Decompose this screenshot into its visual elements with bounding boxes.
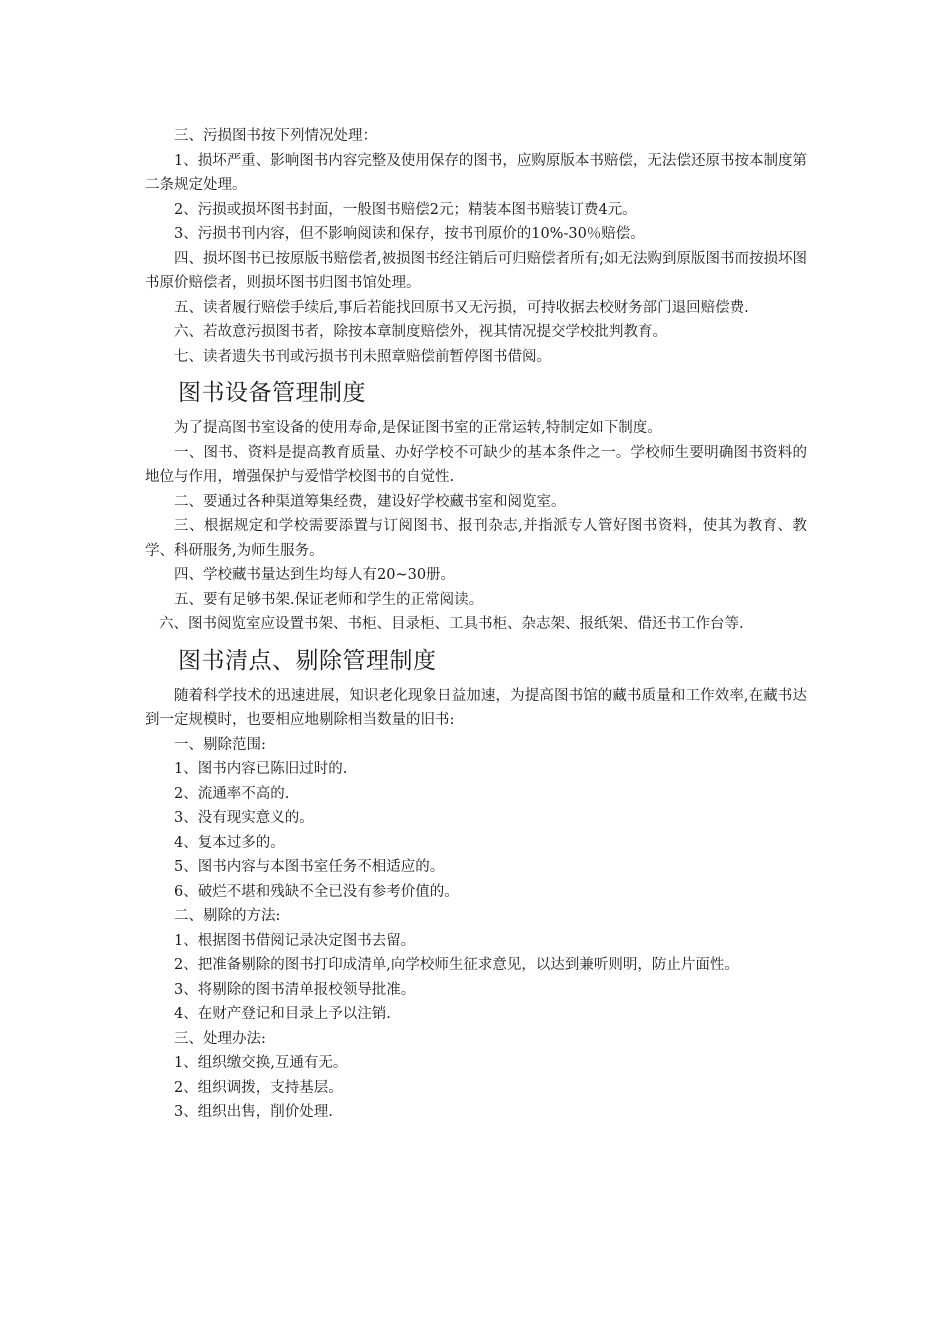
paragraph: 一、剔除范围: (174, 736, 266, 753)
paragraph: 2、组织调拨，支持基层。 (174, 1079, 343, 1096)
paragraph: 六、若故意污损图书者，除按本章制度赔偿外，视其情况提交学校批判教育。 (174, 324, 667, 340)
section-heading: 图书设备管理制度 (178, 380, 366, 406)
paragraph: 4、在财产登记和目录上予以注销. (174, 1006, 391, 1022)
paragraph: 七、读者遗失书刊或污损书刊未照章赔偿前暂停图书借阅。 (174, 348, 551, 365)
paragraph: 2、流通率不高的. (174, 785, 290, 802)
paragraph: 六、图书阅览室应设置书架、书柜、目录柜、工具书柜、杂志架、报纸架、借还书工作台等. (159, 616, 744, 632)
paragraph: 随着科学技术的迅速进展，知识老化现象日益加速，为提高图书馆的藏书质量和工作效率,在藏书达到一定规模时，也要相应地剔除相当数量的旧书: (145, 687, 807, 728)
paragraph: 1、组织缴交换,互通有无。 (174, 1055, 348, 1071)
paragraph: 三、根据规定和学校需要添置与订阅图书、报刊杂志,并指派专人管好图书资料，使其为教育、教学、科研服务,为师生服务。 (145, 518, 807, 559)
paragraph: 四、损坏图书已按原版书赔偿者,被损图书经注销后可归赔偿者所有;如无法购到原版图书而按损坏图书原价赔偿者，则损坏图书归图书馆处理。 (145, 250, 807, 291)
paragraph: 五、读者履行赔偿手续后,事后若能找回原书又无污损，可持收据去校财务部门退回赔偿费. (174, 299, 749, 316)
paragraph: 1、图书内容已陈旧过时的. (174, 761, 348, 777)
paragraph: 2、污损或损坏图书封面，一般图书赔偿2元；精装本图书赔装订费4元。 (174, 201, 637, 218)
paragraph: 为了提高图书室设备的使用寿命,是保证图书室的正常运转,特制定如下制度。 (174, 420, 662, 436)
paragraph: 1、损坏严重、影响图书内容完整及使用保存的图书，应购原版本书赔偿，无法偿还原书按本制度第二条规定处理。 (145, 152, 807, 193)
paragraph: 四、学校藏书量达到生均每人有20~30册。 (174, 567, 456, 583)
section-heading: 图书清点、剔除管理制度 (178, 647, 437, 674)
document-page (145, 124, 807, 1125)
section-damage-rules (145, 124, 807, 369)
paragraph: 五、要有足够书架.保证老师和学生的正常阅读。 (174, 591, 484, 608)
paragraph: 三、污损图书按下列情况处理： (174, 128, 377, 144)
paragraph: 5、图书内容与本图书室任务不相适应的。 (174, 859, 445, 875)
section-equipment-management (145, 378, 807, 637)
paragraph: 3、组织出售，削价处理. (174, 1104, 333, 1120)
paragraph: 1、根据图书借阅记录决定图书去留。 (174, 932, 416, 949)
paragraph: 6、破烂不堪和残缺不全已没有参考价值的。 (174, 883, 459, 900)
paragraph: 3、没有现实意义的。 (174, 810, 314, 826)
paragraph: 二、要通过各种渠道筹集经费，建设好学校藏书室和阅览室。 (174, 493, 566, 510)
paragraph: 一、图书、资料是提高教育质量、办好学校不可缺少的基本条件之一。学校师生要明确图书资料的地位与作用，增强保护与爱惜学校图书的自觉性. (145, 444, 807, 485)
paragraph: 三、处理办法: (174, 1030, 266, 1047)
paragraph: 3、将剔除的图书清单报校领导批准。 (174, 981, 416, 998)
paragraph: 4、复本过多的。 (174, 834, 285, 851)
paragraph: 二、剔除的方法: (174, 908, 281, 924)
section-inventory-weeding (145, 646, 807, 1125)
paragraph: 2、把准备剔除的图书打印成清单,向学校师生征求意见，以达到兼听则明，防止片面性。 (174, 957, 739, 973)
paragraph: 3、污损书刊内容，但不影响阅读和保存，按书刊原价的10%-30％赔偿。 (174, 226, 645, 242)
